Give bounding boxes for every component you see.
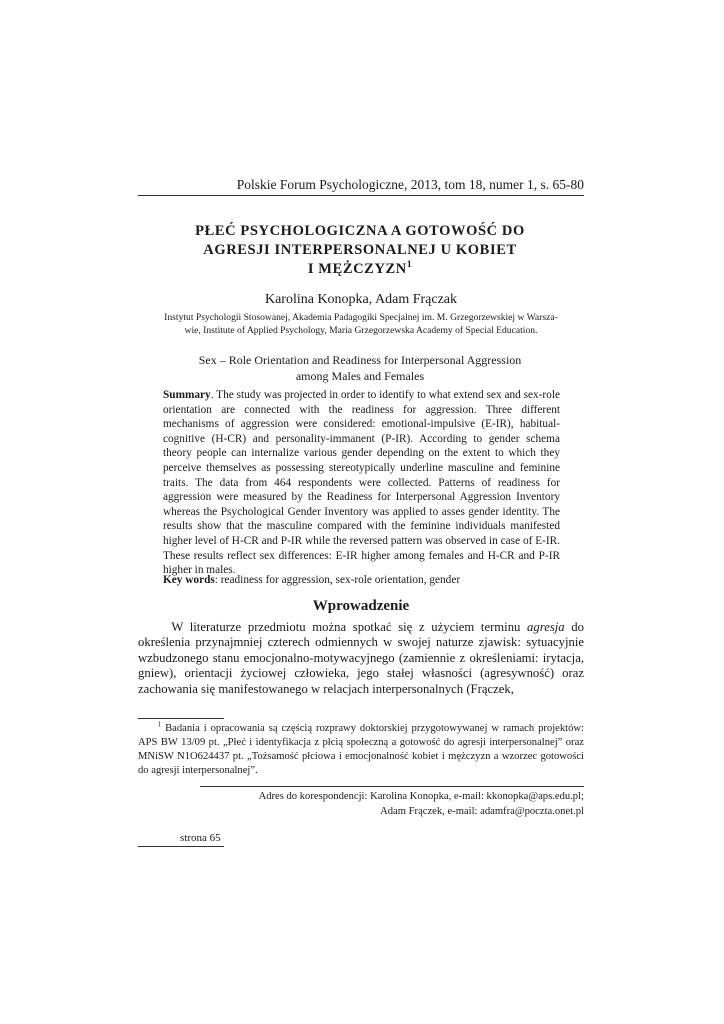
body-text-before: W literaturze przedmiotu można spotkać się z użyciem terminu [171,620,528,634]
body-italic-term: agresja [527,620,565,634]
title-line-3 [160,260,560,279]
english-title-line-1: Sex – Role Orientation and Readiness for Interpersonal Aggression [198,353,522,367]
section-heading: Wprowadzenie [312,598,410,614]
english-title-line-2: among Males and Females [295,369,425,383]
keywords [163,573,560,588]
correspondence-rule [200,786,584,787]
summary [163,388,560,578]
authors: Karolina Konopka, Adam Frączak [264,292,458,307]
title-line-1: PŁEĆ PSYCHOLOGICZNA A GOTOWOŚĆ DO [195,223,525,239]
summary-text: . The study was projected in order to identify to what extend sex and sex-role orientation are connected with the readiness for aggression. Three different mechanisms of aggression were considered: emotional-impulsive (E-IR), habitual-cognitive (H-CR) and personality-immanent (P-IR). According to gender schema theory people can internalize various gender depending on the extent to which they perceive themselves as possessing stereotypically underline masculine and feminine traits. The data from 464 respondents were collected. Patterns of readiness for aggression were measured by the Readiness for Interpersonal Aggression Inventory whereas the Psychological Gender Inventory was applied to asses gender identity. The results show that the masculine compared with the feminine individuals manifested higher level of H-CR and P-IR while the reversed pattern was observed in case of E-IR. These results reflect sex differences: E-IR higher among females and H-CR and P-IR higher in males. [163,389,560,577]
footnote-mark: 1 [157,721,162,729]
title-line-2: AGRESJI INTERPERSONALNEJ U KOBIET [203,242,517,258]
article-title [160,222,560,279]
footnote [138,722,584,778]
header-rule [138,195,584,196]
body-text-after: do określenia przynajmniej czterech odmiennych w swojej naturze zjawisk: sytuacyjnie wzbudzonego stanu emocjonalno-motywacyjnego (zamiennie z określeniami: irytacja, gniew), orientacji życiowej człowieka, jego stałej własności (agresywność) oraz zachowania się manifestowanego w relacjach interpersonalnych (Frączek, [138,620,584,696]
title-line-3-text: I MĘŻCZYZN [307,261,407,277]
body-paragraph [138,620,584,697]
journal-header: Polskie Forum Psychologiczne, 2013, tom 18, numer 1, s. 65-80 [236,177,584,192]
footnote-rule [138,718,224,719]
correspondence [200,790,584,819]
keywords-text: : readiness for aggression, sex-role orientation, gender [214,574,461,586]
summary-label: Summary [163,389,211,401]
affiliation-line-1: Instytut Psychologii Stosowanej, Akademia Padagogiki Specjalnej im. M. Grzegorzewskiej w Warsza- [164,312,558,323]
page-number: strona 65 [180,832,221,844]
footnote-text: Badania i opracowania są częścią rozprawy doktorskiej przygotowywanej w ramach projektów: APS BW 13/09 pt. „Płeć i identyfikacja z płcią społeczną a gotowość do agresji interpersonalnej” oraz MNiSW N1O624437 pt. „Tożsamość płciowa i emocjonalność kobiet i mężczyzn a wzorzec gotowości do agresji interpersonalnej”. [138,723,584,776]
title-footnote-mark: 1 [406,260,413,271]
english-title [160,352,560,384]
page-number-rule [138,846,224,847]
correspondence-line-2: Adam Frączek, e-mail: adamfra@poczta.onet.pl [380,805,584,817]
affiliation [138,311,584,337]
correspondence-line-1: Adres do korespondencji: Karolina Konopka, e-mail: kkonopka@aps.edu.pl; [258,791,584,802]
affiliation-line-2: wie, Institute of Applied Psychology, Maria Grzegorzewska Academy of Special Education. [184,325,538,336]
keywords-label: Key words [163,574,215,586]
